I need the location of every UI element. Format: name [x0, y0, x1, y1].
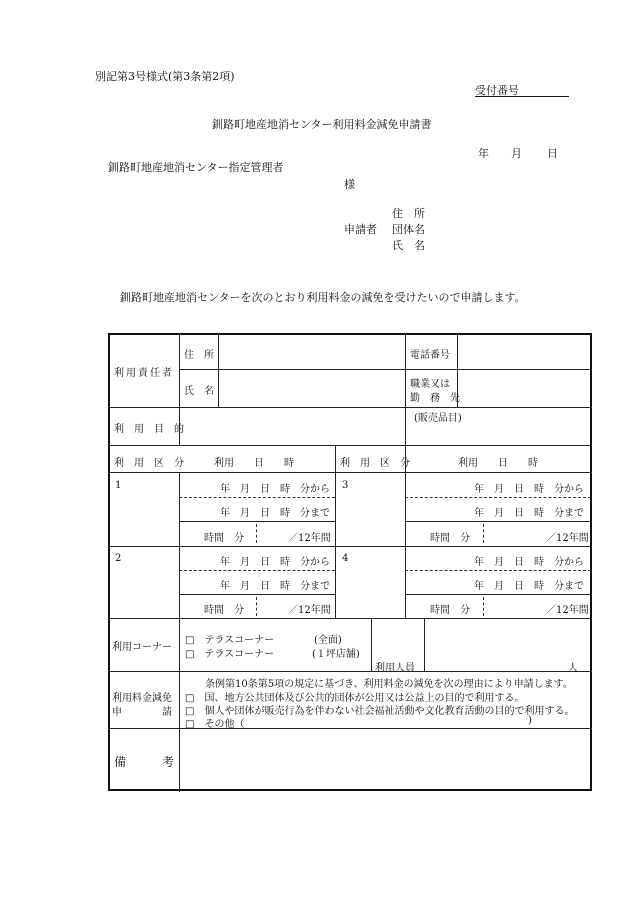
- addressee-honorific: 様: [344, 178, 355, 191]
- responsible-address-field[interactable]: [220, 336, 404, 368]
- corner-option-full[interactable]: □ テラスコーナー: [185, 635, 275, 646]
- users-count-field[interactable]: [426, 621, 566, 669]
- reason-welfare-checkbox[interactable]: □ 個人や団体が販売行為を伴わない社会福祉活動や文化教育活動の目的で利用する。: [185, 706, 575, 717]
- corner-label: 利用コーナー: [112, 642, 172, 653]
- occupation-field[interactable]: [459, 371, 589, 406]
- block-2-from[interactable]: 年 月 日 時 分から: [220, 557, 330, 568]
- applicant-label: 申請者: [344, 223, 377, 236]
- category-label-left: 利 用 区 分: [114, 458, 184, 469]
- grid-line: [179, 618, 180, 792]
- block-2-per12: ／12年間: [288, 605, 331, 616]
- responsible-name-field[interactable]: [220, 371, 404, 406]
- reason-other-close: ): [528, 715, 532, 726]
- category-label-right: 利 用 区 分: [340, 458, 410, 469]
- block-4-to[interactable]: 年 月 日 時 分まで: [474, 581, 584, 592]
- addressee: 釧路町地産地消センター指定管理者: [108, 161, 284, 174]
- applicant-name-label: 氏 名: [392, 239, 425, 252]
- products-field[interactable]: [407, 422, 589, 443]
- block-4-from[interactable]: 年 月 日 時 分から: [474, 557, 584, 568]
- workplace-label: 勤 務 先: [410, 393, 460, 404]
- remarks-label: 備 考: [114, 755, 175, 769]
- grid-line: [405, 497, 591, 498]
- grid-line: [483, 597, 484, 616]
- block-3-per12: ／12年間: [546, 533, 589, 544]
- form-reference: 別記第3号様式(第3条第2項): [95, 70, 235, 83]
- phone-label: 電話番号: [410, 350, 450, 361]
- grid-line: [109, 472, 591, 473]
- datetime-label-left: 利用 日 時: [214, 458, 294, 469]
- grid-line: [371, 618, 372, 671]
- grid-line: [405, 521, 591, 522]
- grid-line: [109, 445, 591, 446]
- applicant-address-label: 住 所: [392, 207, 425, 220]
- grid-line: [179, 497, 335, 498]
- grid-line: [109, 407, 591, 408]
- remarks-field[interactable]: [181, 730, 589, 788]
- reason-other-field[interactable]: [250, 713, 526, 727]
- block-4-per12: ／12年間: [546, 605, 589, 616]
- grid-line: [179, 594, 335, 595]
- receipt-number-field[interactable]: [475, 96, 569, 97]
- block-4-hours[interactable]: 時間 分: [430, 605, 470, 616]
- grid-line: [405, 445, 406, 618]
- reason-public-checkbox[interactable]: □ 国、地方公共団体及び公共的団体が公用又は公益上の目的で利用する。: [185, 693, 525, 704]
- reason-other-checkbox[interactable]: □ その他（: [185, 719, 245, 730]
- grid-line: [335, 445, 336, 618]
- reduction-label: 利用料金減免: [112, 693, 172, 704]
- users-label: 利用人員: [375, 663, 415, 674]
- block-3-number: 3: [342, 480, 349, 491]
- corner-option-full-note: (全面): [314, 635, 342, 646]
- block-2-to[interactable]: 年 月 日 時 分まで: [220, 581, 330, 592]
- block-2-hours[interactable]: 時間 分: [204, 605, 244, 616]
- grid-line: [109, 618, 591, 619]
- grid-line: [109, 546, 591, 547]
- date-month: 月: [511, 147, 522, 160]
- responsible-name-label: 氏 名: [184, 386, 214, 397]
- responsible-address-label: 住 所: [184, 350, 214, 361]
- occupation-label: 職業又は: [410, 379, 450, 390]
- grid-line: [179, 472, 180, 618]
- applicant-group-label: 団体名: [392, 223, 425, 236]
- grid-line: [256, 524, 257, 543]
- date-day: 日: [547, 147, 558, 160]
- block-1-per12: ／12年間: [288, 533, 331, 544]
- block-1-to[interactable]: 年 月 日 時 分まで: [220, 508, 330, 519]
- date-year: 年: [478, 147, 489, 160]
- document-title: 釧路町地産地消センター利用料金減免申請書: [212, 118, 432, 131]
- grid-line: [218, 334, 219, 407]
- block-1-hours[interactable]: 時間 分: [204, 533, 244, 544]
- block-3-hours[interactable]: 時間 分: [430, 533, 470, 544]
- purpose-label: 利 用 目 的: [114, 424, 184, 435]
- users-unit: 人: [568, 663, 578, 674]
- datetime-label-right: 利用 日 時: [458, 458, 538, 469]
- receipt-number-label: 受付番号: [475, 84, 519, 97]
- grid-line: [256, 597, 257, 616]
- block-2-number: 2: [115, 553, 122, 564]
- grid-line: [424, 618, 425, 671]
- reduction-label-2: 申 請: [112, 707, 172, 718]
- block-3-from[interactable]: 年 月 日 時 分から: [474, 484, 584, 495]
- products-label: (販売品目): [414, 413, 462, 424]
- grid-line: [405, 570, 591, 571]
- block-1-from[interactable]: 年 月 日 時 分から: [220, 484, 330, 495]
- grid-line: [405, 334, 406, 445]
- grid-line: [179, 369, 591, 370]
- responsible-person-label: 利用責任者: [114, 368, 174, 379]
- phone-field[interactable]: [459, 336, 589, 368]
- request-sentence: 釧路町地産地消センターを次のとおり利用料金の減免を受けたいので申請します。: [120, 291, 526, 304]
- grid-line: [483, 524, 484, 543]
- grid-line: [405, 594, 591, 595]
- reduction-intro: 条例第10条第5項の規定に基づき、利用料金の減免を次の理由により申請します。: [205, 679, 573, 690]
- grid-line: [179, 521, 335, 522]
- block-3-to[interactable]: 年 月 日 時 分まで: [474, 508, 584, 519]
- corner-option-shop-note: (１坪店舗): [312, 649, 360, 660]
- block-4-number: 4: [342, 553, 349, 564]
- grid-line: [179, 570, 335, 571]
- block-1-number: 1: [115, 480, 122, 491]
- purpose-field[interactable]: [181, 409, 403, 443]
- corner-option-shop[interactable]: □ テラスコーナー: [185, 649, 275, 660]
- grid-line: [109, 728, 591, 729]
- grid-line: [109, 671, 591, 672]
